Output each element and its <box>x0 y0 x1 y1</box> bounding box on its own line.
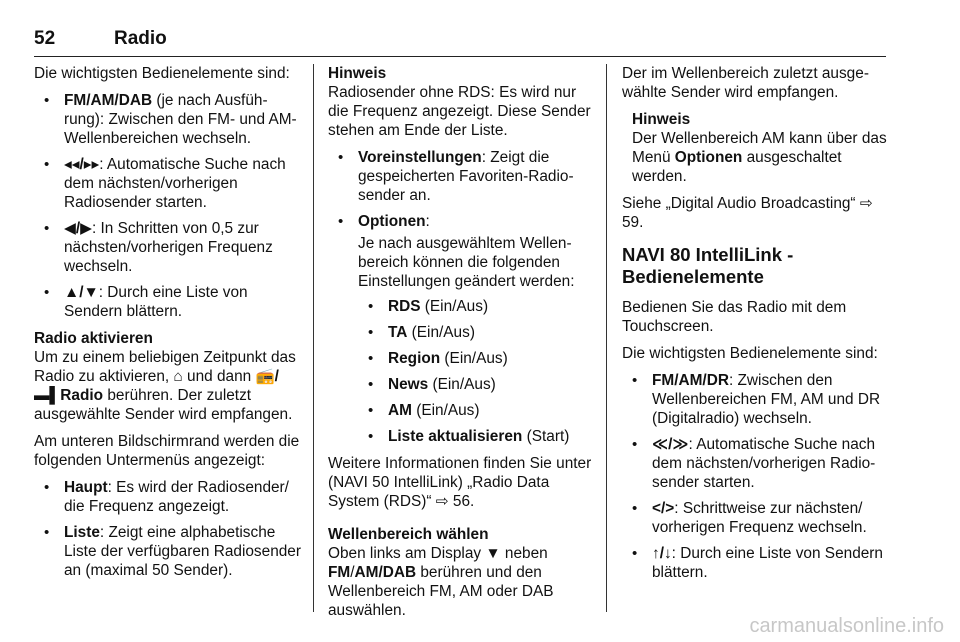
band-switch-icon: FM/AM/DAB <box>64 92 153 109</box>
note-box <box>622 110 890 186</box>
list-item: • RDS (Ein/Aus) <box>358 297 596 316</box>
list-item: • Haupt: Es wird der Radiosender/ die Frequenz angezeigt. <box>34 478 302 516</box>
band-paragraph: Oben links am Display ▼ neben FM/AM/DAB berühren und den Wellenbereich FM, AM oder DAB auswählen. <box>328 545 554 619</box>
radio-icon: 📻/▬▌Radio <box>34 368 279 404</box>
note-title: Hinweis <box>328 65 387 82</box>
controls-list <box>34 91 302 321</box>
list-item: • FM/AM/DR: Zwischen den Wellenbereichen FM, AM und DR (Digitalradio) wechseln. <box>622 371 890 428</box>
list-item: • </>: Schrittweise zur nächsten/ vorherigen Frequenz wechseln. <box>622 499 890 537</box>
step-icon: </> <box>652 500 675 517</box>
list-item: • Liste: Zeigt eine alphabetische Liste der verfügbaren Radiosender an (maximal 50 Sender). <box>34 523 302 580</box>
column-1 <box>34 64 302 588</box>
touchscreen-text: Bedienen Sie das Radio mit dem Touchscreen. <box>622 299 847 335</box>
list-item: • ≪/≫: Automatische Suche nach dem nächsten/vorherigen Radiosender starten. <box>622 435 890 492</box>
list-item: • Voreinstellungen: Zeigt die gespeicherten Favoriten-Radiosender an. <box>328 148 596 205</box>
page-number: 52 <box>34 28 56 49</box>
page-header <box>34 28 886 57</box>
more-info-text: Weitere Informationen finden Sie unter (NAVI 50 IntelliLink) „Radio Data System (RDS)“ ⇨ 56. <box>328 455 592 510</box>
chapter-title: Radio <box>114 28 167 49</box>
list-item: • Region (Ein/Aus) <box>358 349 596 368</box>
list-item: • ◂◂/▸▸: Automatische Suche nach dem nächsten/vorherigen Radiosender starten. <box>34 155 302 212</box>
list-item: • FM/AM/DAB (je nach Ausführung): Zwischen den FM- und AM-Wellenbereichen wechseln. <box>34 91 302 148</box>
list-item: • Optionen: Je nach ausgewähltem Wellenbereich können die folgenden Einstellungen geändert werden: • RDS (Ein/Aus) • TA (Ein/Aus) • Region (Ein/Aus) • News (Ein/Aus) • AM (Ein/Aus) • Liste aktualisieren (Start) <box>328 212 596 446</box>
step-icon: ◀/▶ <box>64 220 92 237</box>
list-item: • ↑/↓: Durch eine Liste von Sendern blättern. <box>622 544 890 582</box>
band-switch-icon: FM/AM/DR <box>652 372 729 389</box>
list-item: • ◀/▶: In Schritten von 0,5 zur nächsten/vorherigen Frequenz wechseln. <box>34 219 302 276</box>
section-heading: Radio aktivieren <box>34 330 153 347</box>
column-divider <box>313 64 314 612</box>
controls-intro: Die wichtigsten Bedienelemente sind: <box>34 65 290 82</box>
scroll-arrows-icon: ▲/▼ <box>64 284 99 301</box>
note-text: Der Wellenbereich AM kann über das Menü Optionen ausgeschaltet werden. <box>632 130 887 185</box>
column-3 <box>622 64 890 590</box>
controls-intro: Die wichtigsten Bedienelemente sind: <box>622 345 878 362</box>
submenus-list <box>34 478 302 580</box>
submenus-intro: Am unteren Bildschirmrand werden die folgenden Untermenüs angezeigt: <box>34 433 300 469</box>
list-item: • TA (Ein/Aus) <box>358 323 596 342</box>
seek-icon: ≪/≫ <box>652 436 689 453</box>
activate-paragraph: Um zu einem beliebigen Zeitpunkt das Radio zu aktivieren, ⌂ und dann 📻/▬▌Radio berühren. Der zuletzt ausgewählte Sender wird empfangen. <box>34 349 296 423</box>
section-title: NAVI 80 IntelliLink - Bedienelemente <box>622 244 794 287</box>
scroll-arrows-icon: ↑/↓ <box>652 545 672 562</box>
options-description: Je nach ausgewähltem Wellenbereich können die folgenden Einstellungen geändert werden: <box>358 235 575 290</box>
options-list <box>328 297 596 446</box>
controls-list <box>622 371 890 582</box>
column-divider <box>606 64 607 612</box>
list-item: • AM (Ein/Aus) <box>358 401 596 420</box>
seek-icon: ◂◂/▸▸ <box>64 156 100 173</box>
note-text: Radiosender ohne RDS: Es wird nur die Frequenz angezeigt. Diese Sender stehen am Ende der Liste. <box>328 84 591 139</box>
watermark: carmanualsonline.info <box>749 615 944 637</box>
home-icon: ⌂ <box>173 368 183 385</box>
list-item: • Liste aktualisieren (Start) <box>358 427 596 446</box>
list-item: • ▲/▼: Durch eine Liste von Sendern blättern. <box>34 283 302 321</box>
submenus-list-cont <box>328 148 596 446</box>
see-also-text: Siehe „Digital Audio Broadcasting“ ⇨ 59. <box>622 195 873 231</box>
section-heading: Wellenbereich wählen <box>328 526 489 543</box>
column-2 <box>328 64 596 628</box>
list-item: • News (Ein/Aus) <box>358 375 596 394</box>
note-title: Hinweis <box>632 111 691 128</box>
band-last-text: Der im Wellenbereich zuletzt ausgewählte Sender wird empfangen. <box>622 65 869 101</box>
